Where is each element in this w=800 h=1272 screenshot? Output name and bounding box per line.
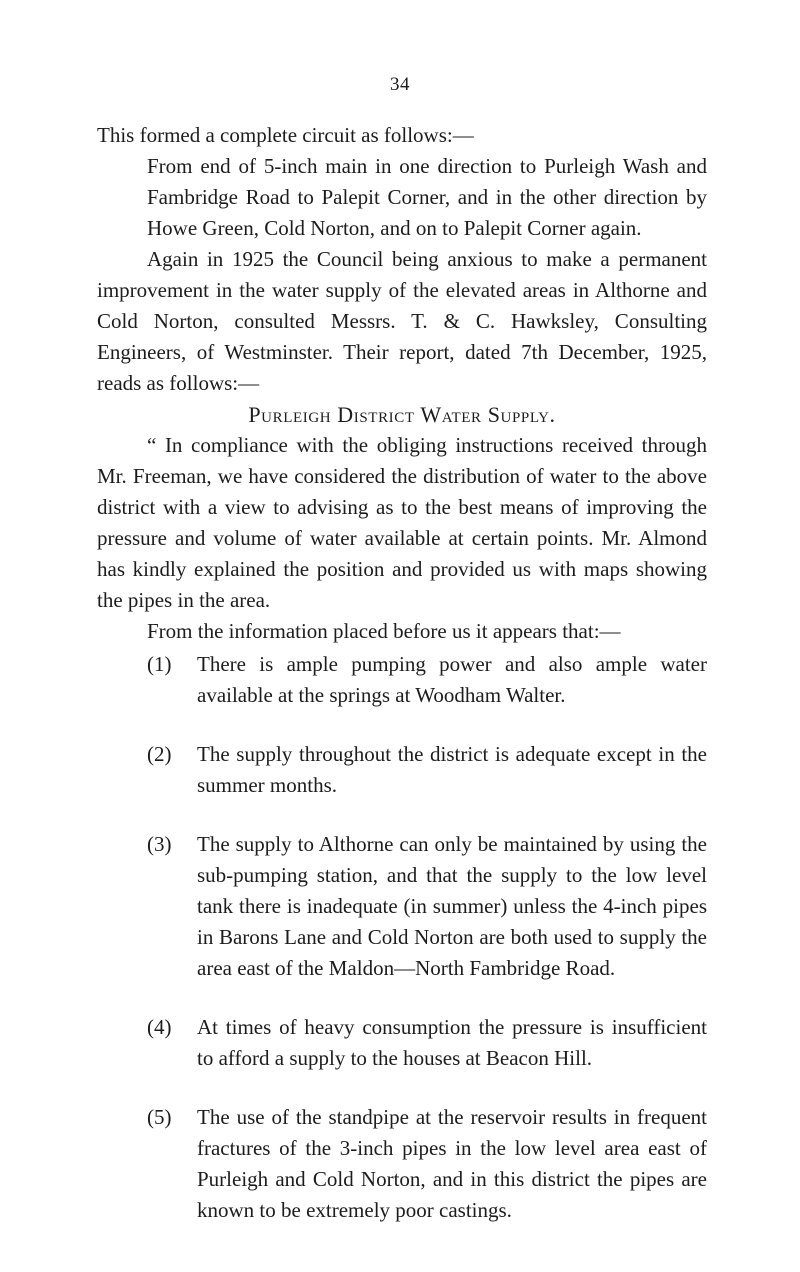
finding-text: There is ample pumping power and also ample water available at the springs at Woodham Walter. xyxy=(197,652,707,707)
section-heading: Purleigh District Water Supply. xyxy=(248,402,556,427)
finding-text: The supply throughout the district is adequate except in the summer months. xyxy=(197,742,707,797)
information-intro: From the information placed before us it appears that:— xyxy=(147,619,621,643)
finding-number: (3) xyxy=(147,832,172,856)
report-opening: “ In compliance with the obliging instructions received through Mr. Freeman, we have considered the distribution of water to the above district with a view to advising as to the best means of improving the pressure and volume of water available at certain points. Mr. Almond has kindly explained the position and provided us with maps showing the pipes in the area. xyxy=(97,433,707,612)
page-body xyxy=(97,120,707,1226)
circuit-description: From end of 5-inch main in one direction to Purleigh Wash and Fambridge Road to Palepit Corner, and in the other direction by Howe Green, Cold Norton, and on to Palepit Corner again. xyxy=(147,154,707,240)
finding-text: The use of the standpipe at the reservoir results in frequent fractures of the 3-inch pipes in the low level area east of Purleigh and Cold Norton, and in this district the pipes are known to be extremely poor castings. xyxy=(197,1105,707,1222)
finding-number: (1) xyxy=(147,652,172,676)
finding-item xyxy=(97,1102,707,1226)
finding-item xyxy=(97,649,707,711)
finding-item xyxy=(97,739,707,801)
finding-text: At times of heavy consumption the pressure is insufficient to afford a supply to the houses at Beacon Hill. xyxy=(197,1015,707,1070)
finding-text: The supply to Althorne can only be maintained by using the sub-pumping station, and that the supply to the low level tank there is inadequate (in summer) unless the 4-inch pipes in Barons Lane and Cold Norton are both used to supply the area east of the Maldon—North Fambridge Road. xyxy=(197,832,707,980)
finding-item xyxy=(97,829,707,984)
finding-number: (2) xyxy=(147,742,172,766)
intro-sentence: This formed a complete circuit as follows:— xyxy=(97,123,474,147)
finding-item xyxy=(97,1012,707,1074)
page-number: 34 xyxy=(390,74,410,95)
paragraph-1925: Again in 1925 the Council being anxious to make a permanent improvement in the water supply of the elevated areas in Althorne and Cold Norton, consulted Messrs. T. & C. Hawksley, Consulting Engineers, of Westminster. Their report, dated 7th December, 1925, reads as follows:— xyxy=(97,247,707,395)
finding-number: (5) xyxy=(147,1105,172,1129)
finding-number: (4) xyxy=(147,1015,172,1039)
